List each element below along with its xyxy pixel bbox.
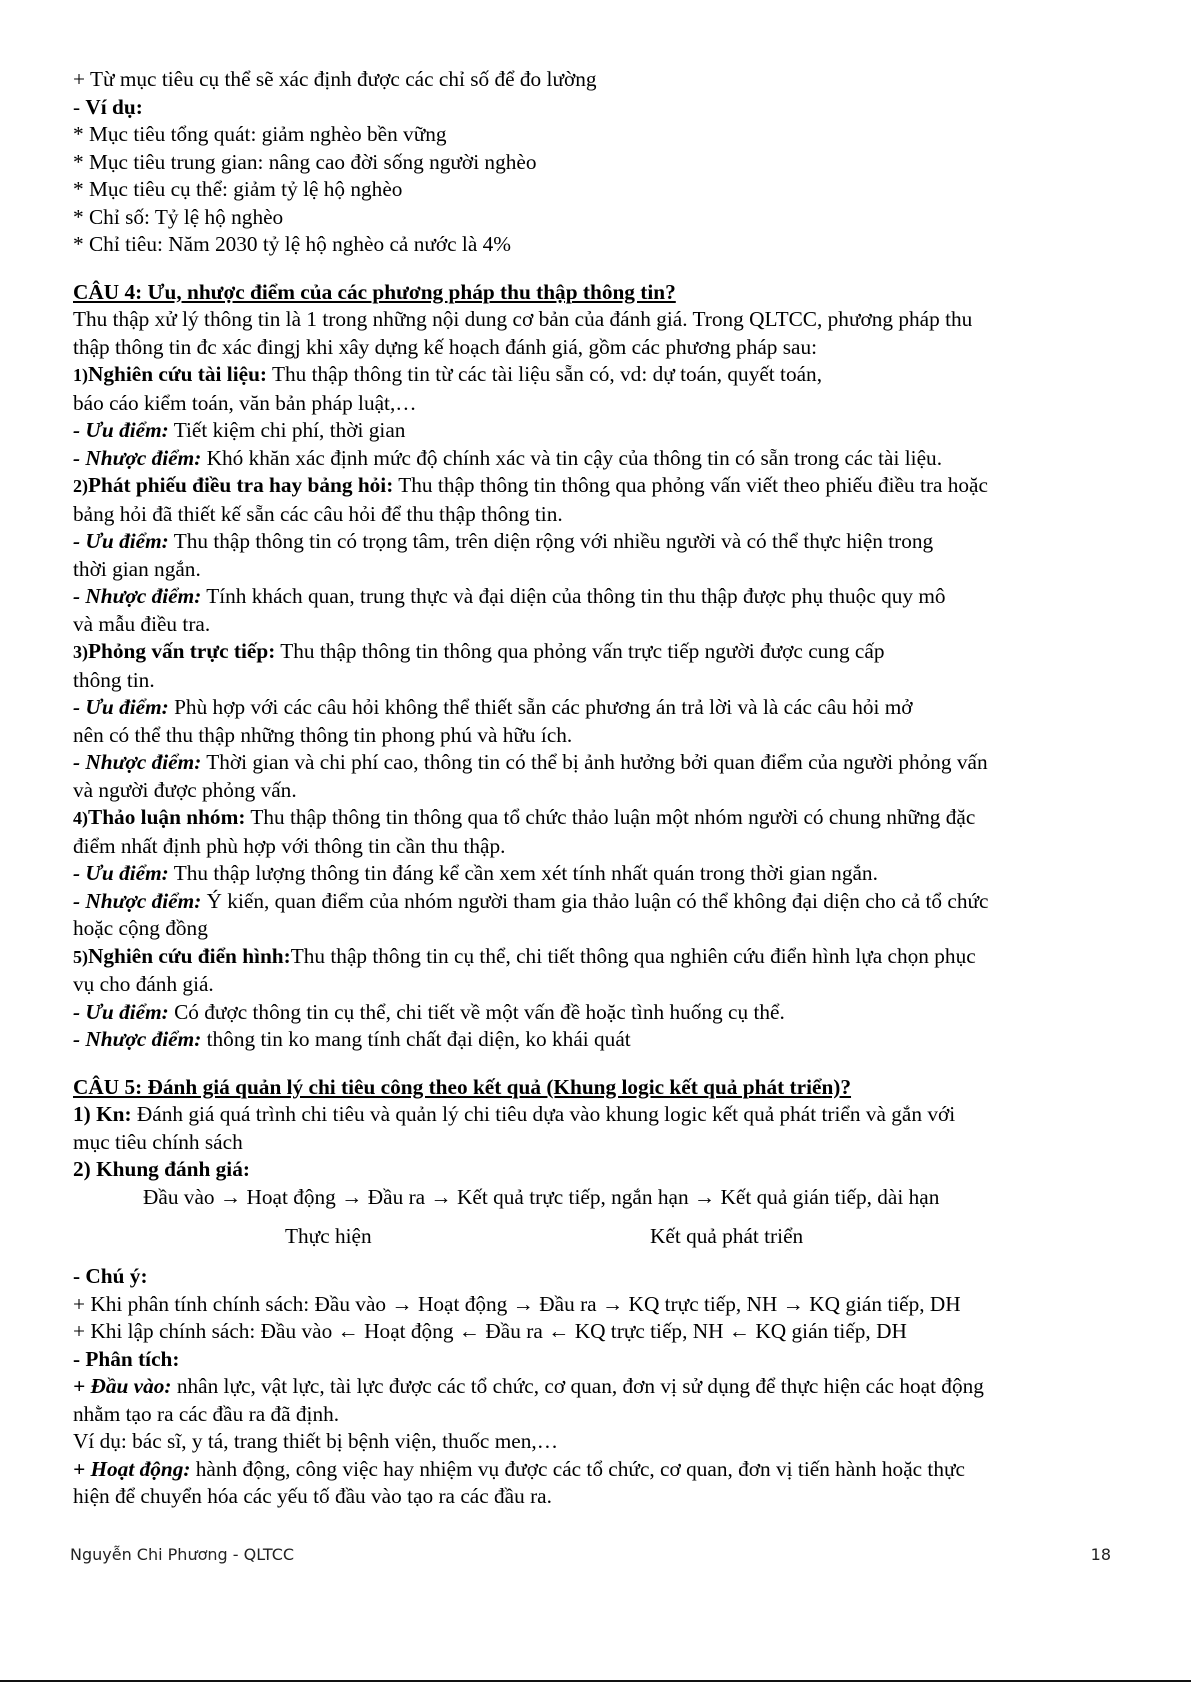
method-number: 2) <box>73 476 88 496</box>
advantage-cont-line: nên có thể thu thập những thông tin phong phú và hữu ích. <box>73 722 573 747</box>
advantage-label: - Ưu điểm: <box>73 529 169 553</box>
document-body <box>73 66 1123 1511</box>
method-desc-line: báo cáo kiểm toán, văn bản pháp luật,… <box>73 390 417 415</box>
disadvantage-line <box>73 1026 1123 1054</box>
advantage-label: - Ưu điểm: <box>73 861 169 885</box>
example-line: * Mục tiêu trung gian: nâng cao đời sống người nghèo <box>73 149 537 174</box>
definition-text: Đánh giá quá trình chi tiêu và quản lý chi tiêu dựa vào khung logic kết quả phát triển và gắn với <box>131 1102 956 1126</box>
definition-line <box>73 1101 1123 1129</box>
advantage-cont-line: thời gian ngắn. <box>73 556 201 581</box>
development-results-label: Kết quả phát triển <box>650 1224 804 1248</box>
input-line <box>73 1373 1123 1401</box>
cau5-heading: CÂU 5: Đánh giá quản lý chi tiêu công theo kết quả (Khung logic kết quả phát triển)? <box>73 1074 852 1099</box>
method-1-title-line <box>73 361 1123 390</box>
definition-cont-line: mục tiêu chính sách <box>73 1129 243 1154</box>
activity-cont-line: hiện để chuyển hóa các yếu tố đầu vào tạo ra các đầu ra. <box>73 1484 552 1508</box>
disadvantage-text: Tính khách quan, trung thực và đại diện của thông tin thu thập được phụ thuộc quy mô <box>201 584 946 608</box>
advantage-text: Phù hợp với các câu hỏi không thể thiết sẵn các phương án trả lời và là các câu hỏi mở <box>168 695 913 719</box>
disadvantage-label: - Nhược điểm: <box>73 888 202 913</box>
method-3-title-line <box>73 638 1123 667</box>
input-label: + Đầu vào: <box>73 1374 172 1398</box>
footer-author: Nguyễn Chi Phương - QLTCC <box>70 1545 295 1564</box>
advantage-line <box>73 860 1123 888</box>
method-title: Thảo luận nhóm: <box>88 805 246 829</box>
method-title: Phỏng vấn trực tiếp: <box>88 639 276 663</box>
input-text: nhân lực, vật lực, tài lực được các tổ chức, cơ quan, đơn vị sử dụng để thực hiện các hoạt động <box>171 1374 984 1398</box>
disadvantage-line <box>73 583 1123 611</box>
paragraph-line: Thu thập xử lý thông tin là 1 trong những nội dung cơ bản của đánh giá. Trong QLTCC, phương pháp thu <box>73 307 973 331</box>
method-title: Nghiên cứu tài liệu: <box>88 362 268 386</box>
intro-line: + Từ mục tiêu cụ thể sẽ xác định được các chỉ số để đo lường <box>73 67 597 91</box>
method-title: Nghiên cứu điển hình: <box>88 943 291 968</box>
method-5-title-line <box>73 943 1123 972</box>
example-line: * Chỉ số: Tỷ lệ hộ nghèo <box>73 204 284 229</box>
advantage-label: - Ưu điểm: <box>73 999 169 1024</box>
analysis-label: - Phân tích: <box>73 1346 180 1371</box>
dash: - <box>73 94 86 119</box>
method-desc: Thu thập thông tin thông qua tổ chức thảo luận một nhóm người có chung những đặc <box>245 805 976 829</box>
disadvantage-text: thông tin ko mang tính chất đại diện, ko khái quát <box>201 1027 631 1051</box>
disadvantage-line <box>73 749 1123 777</box>
disadvantage-text: Ý kiến, quan điểm của nhóm người tham gia thảo luận có thể không đại diện cho cả tổ chức <box>201 888 989 913</box>
advantage-label: - Ưu điểm: <box>73 695 169 719</box>
cau4-heading: CÂU 4: Ưu, nhược điểm của các phương pháp thu thập thông tin? <box>73 279 676 304</box>
disadvantage-label: - Nhược điểm: <box>73 750 202 774</box>
note-line: + Khi lập chính sách: Đầu vào ← Hoạt động ← Đầu ra ← KQ trực tiếp, NH ← KQ gián tiếp, DH <box>73 1319 907 1343</box>
disadvantage-cont-line: và người được phỏng vấn. <box>73 777 297 802</box>
method-title: Phát phiếu điều tra hay bảng hỏi: <box>88 473 394 497</box>
advantage-line <box>73 528 1123 556</box>
disadvantage-text: Khó khăn xác định mức độ chính xác và tin cậy của thông tin có sẵn trong các tài liệu. <box>201 445 943 470</box>
method-number: 3) <box>73 642 88 662</box>
example-line: * Chỉ tiêu: Năm 2030 tỷ lệ hộ nghèo cả nước là 4% <box>73 232 512 256</box>
method-desc-line: thông tin. <box>73 667 155 692</box>
method-4-title-line <box>73 804 1123 833</box>
framework-flow: Đầu vào → Hoạt động → Đầu ra → Kết quả trực tiếp, ngắn hạn → Kết quả gián tiếp, dài hạn <box>143 1184 940 1209</box>
advantage-line <box>73 999 1123 1027</box>
framework-label: 2) Khung đánh giá: <box>73 1157 250 1181</box>
definition-label: 1) Kn: <box>73 1102 132 1126</box>
input-example-line: Ví dụ: bác sĩ, y tá, trang thiết bị bệnh viện, thuốc men,… <box>73 1429 558 1453</box>
disadvantage-cont-line: hoặc cộng đồng <box>73 916 208 940</box>
method-desc-line: điểm nhất định phù hợp với thông tin cần thu thập. <box>73 833 506 858</box>
advantage-line <box>73 417 1123 445</box>
method-desc: Thu thập thông tin cụ thể, chi tiết thông qua nghiên cứu điển hình lựa chọn phục <box>290 943 976 968</box>
implementation-label: Thực hiện <box>285 1224 372 1248</box>
disadvantage-line <box>73 888 1123 916</box>
disadvantage-text: Thời gian và chi phí cao, thông tin có thể bị ảnh hưởng bởi quan điểm của người phỏng vấn <box>201 750 988 774</box>
bottom-rule <box>0 1680 1191 1682</box>
example-label: Ví dụ: <box>85 94 143 119</box>
activity-text: hành động, công việc hay nhiệm vụ được các tổ chức, cơ quan, đơn vị tiến hành hoặc thực <box>190 1456 965 1481</box>
method-desc-line: bảng hỏi đã thiết kế sẵn các câu hỏi để thu thập thông tin. <box>73 501 563 526</box>
disadvantage-label: - Nhược điểm: <box>73 1027 202 1051</box>
activity-line <box>73 1456 1123 1484</box>
method-number: 4) <box>73 808 88 828</box>
disadvantage-label: - Nhược điểm: <box>73 445 202 470</box>
disadvantage-line <box>73 445 1123 473</box>
example-heading <box>73 94 1123 122</box>
advantage-text: Tiết kiệm chi phí, thời gian <box>168 418 406 442</box>
paragraph-line: thập thông tin đc xác đingj khi xây dựng kế hoạch đánh giá, gồm các phương pháp sau: <box>73 334 818 359</box>
method-desc: Thu thập thông tin thông qua phỏng vấn viết theo phiếu điều tra hoặc <box>393 473 988 497</box>
advantage-text: Thu thập thông tin có trọng tâm, trên diện rộng với nhiều người và có thể thực hiện trong <box>168 529 934 553</box>
disadvantage-label: - Nhược điểm: <box>73 584 202 608</box>
disadvantage-cont-line: và mẫu điều tra. <box>73 611 211 636</box>
method-number: 1) <box>73 365 88 385</box>
method-2-title-line <box>73 472 1123 501</box>
method-number: 5) <box>73 946 88 967</box>
framework-group-labels <box>73 1223 1123 1263</box>
method-desc: Thu thập thông tin thông qua phỏng vấn trực tiếp người được cung cấp <box>275 639 885 663</box>
page-number: 18 <box>1090 1545 1111 1564</box>
advantage-text: Thu thập lượng thông tin đáng kể cần xem xét tính nhất quán trong thời gian ngắn. <box>168 861 878 885</box>
input-cont-line: nhằm tạo ra các đầu ra đã định. <box>73 1401 340 1426</box>
advantage-label: - Ưu điểm: <box>73 418 169 442</box>
method-desc: Thu thập thông tin từ các tài liệu sẵn có, vd: dự toán, quyết toán, <box>267 362 823 386</box>
example-line: * Mục tiêu cụ thể: giảm tỷ lệ hộ nghèo <box>73 177 403 201</box>
advantage-text: Có được thông tin cụ thể, chi tiết về một vấn đề hoặc tình huống cụ thể. <box>168 999 785 1024</box>
note-label: - Chú ý: <box>73 1264 148 1288</box>
method-desc-line: vụ cho đánh giá. <box>73 972 214 996</box>
example-line: * Mục tiêu tổng quát: giảm nghèo bền vững <box>73 122 447 146</box>
note-line: + Khi phân tính chính sách: Đầu vào → Hoạt động → Đầu ra → KQ trực tiếp, NH → KQ gián tiếp, DH <box>73 1291 961 1316</box>
activity-label: + Hoạt động: <box>73 1456 191 1481</box>
advantage-line <box>73 694 1123 722</box>
